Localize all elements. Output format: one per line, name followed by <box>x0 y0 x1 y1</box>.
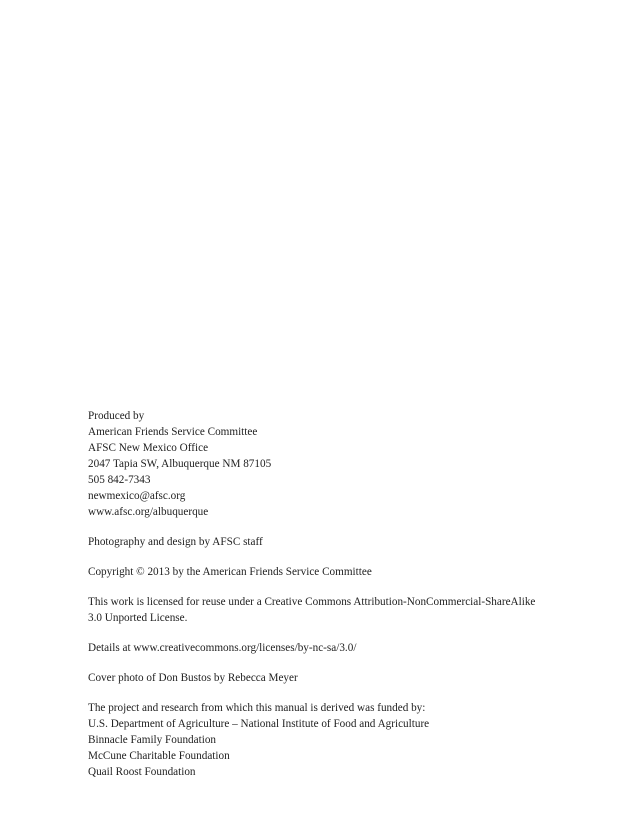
cover-photo-block <box>88 670 588 686</box>
license-details-block <box>88 640 588 656</box>
produced-by-label: Produced by <box>88 410 145 422</box>
office-address: 2047 Tapia SW, Albuquerque NM 87105 <box>88 458 272 470</box>
license-block <box>88 594 588 626</box>
organization-name: American Friends Service Committee <box>88 426 258 438</box>
funder-item: Quail Roost Foundation <box>88 766 196 778</box>
colophon <box>88 408 588 794</box>
photography-credit-block <box>88 534 588 550</box>
funder-item: U.S. Department of Agriculture – National Institute of Food and Agriculture <box>88 718 430 730</box>
license-text-line-2: 3.0 Unported License. <box>88 612 188 624</box>
publisher-block <box>88 408 588 520</box>
license-details: Details at www.creativecommons.org/licenses/by-nc-sa/3.0/ <box>88 642 357 654</box>
office-website: www.afsc.org/albuquerque <box>88 506 209 518</box>
office-phone: 505 842-7343 <box>88 474 151 486</box>
funder-item: Binnacle Family Foundation <box>88 734 217 746</box>
copyright-block <box>88 564 588 580</box>
funding-intro: The project and research from which this manual is derived was funded by: <box>88 702 426 714</box>
office-email: newmexico@afsc.org <box>88 490 186 502</box>
copyright-notice: Copyright © 2013 by the American Friends Service Committee <box>88 566 372 578</box>
funder-item: McCune Charitable Foundation <box>88 750 230 762</box>
funding-block <box>88 700 588 780</box>
office-name: AFSC New Mexico Office <box>88 442 209 454</box>
photography-design-credit: Photography and design by AFSC staff <box>88 536 263 548</box>
license-text-line-1: This work is licensed for reuse under a Creative Commons Attribution-NonCommercial-ShareAlike <box>88 596 536 608</box>
cover-photo-credit: Cover photo of Don Bustos by Rebecca Meyer <box>88 672 298 684</box>
